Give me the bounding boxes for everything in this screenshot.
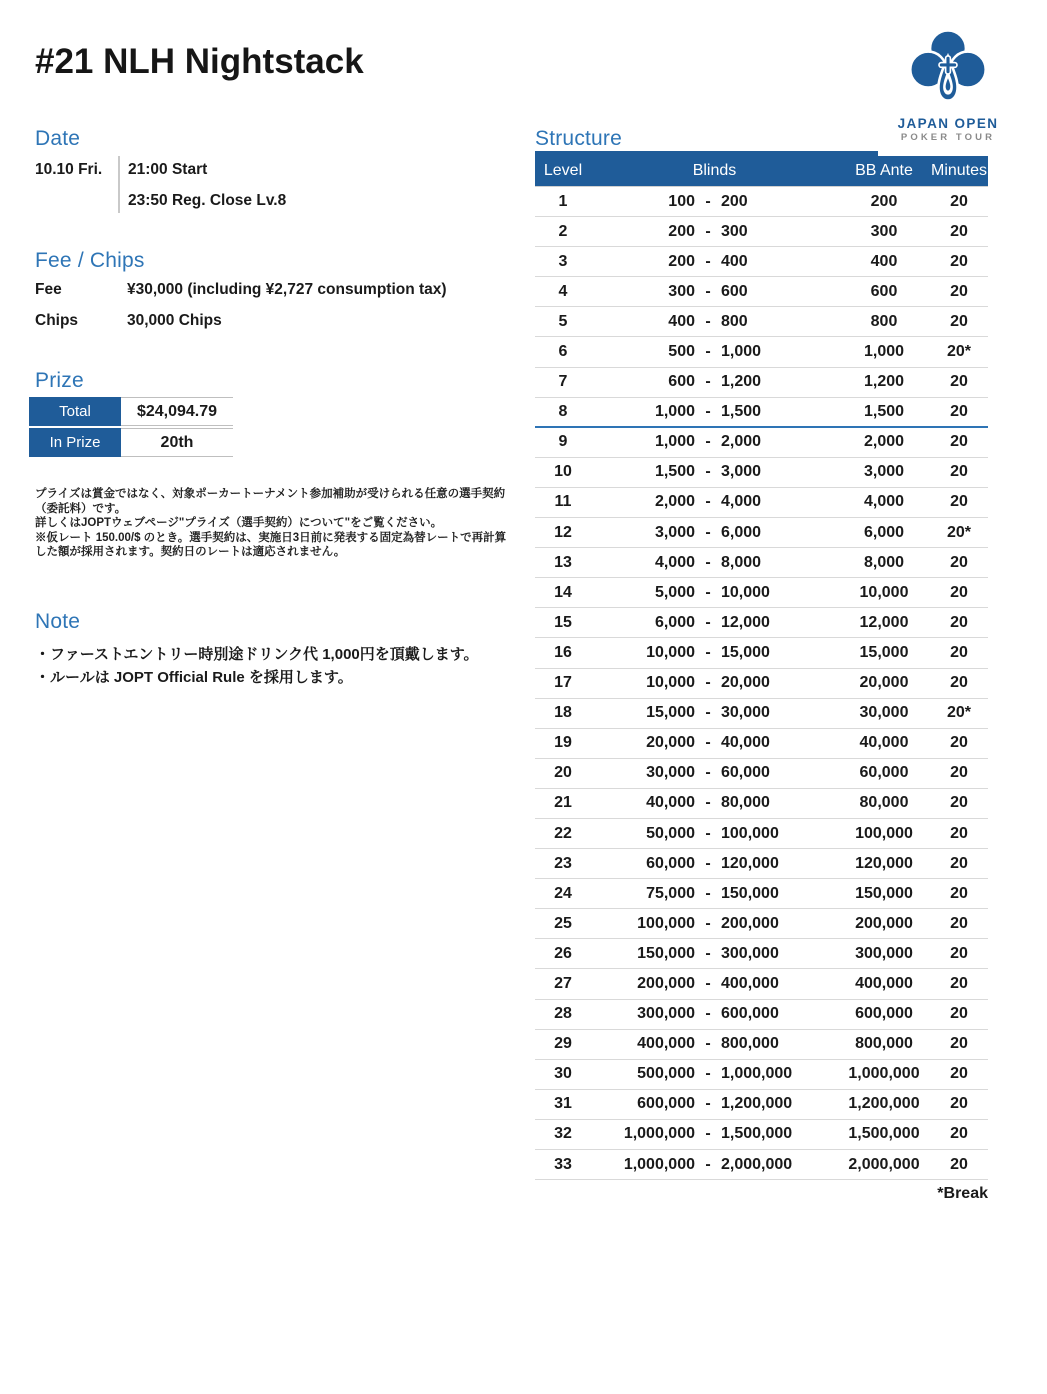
- structure-heading: Structure: [535, 127, 622, 150]
- blinds-dash: -: [705, 704, 711, 722]
- bb-ante-cell: 150,000: [855, 884, 913, 902]
- level-cell: 26: [554, 944, 572, 962]
- note-line: ・ファーストエントリー時別途ドリンク代 1,000円を頂戴します。: [35, 646, 479, 663]
- small-blind-cell: 20,000: [646, 734, 695, 752]
- level-cell: 16: [554, 643, 572, 661]
- structure-level-row: [535, 368, 988, 398]
- date-schedule-list: [128, 161, 286, 223]
- bb-ante-cell: 80,000: [859, 794, 909, 812]
- structure-level-row: [535, 669, 988, 699]
- logo-text-japan-open: JAPAN OPEN: [897, 116, 999, 131]
- note-heading: Note: [35, 610, 81, 633]
- level-cell: 10: [554, 463, 572, 481]
- small-blind-cell: 10,000: [646, 643, 695, 661]
- level-cell: 11: [554, 493, 572, 511]
- minutes-cell: 20: [950, 1005, 968, 1023]
- big-blind-cell: 200: [721, 192, 748, 210]
- small-blind-cell: 75,000: [646, 884, 695, 902]
- big-blind-cell: 1,000,000: [721, 1065, 793, 1083]
- blinds-dash: -: [705, 373, 711, 391]
- big-blind-cell: 800: [721, 312, 748, 330]
- date-value: 10.10 Fri.: [35, 161, 103, 178]
- level-cell: 4: [558, 282, 568, 300]
- prize-heading: Prize: [35, 369, 84, 392]
- small-blind-cell: 150,000: [637, 944, 695, 962]
- bb-ante-cell: 60,000: [859, 764, 909, 782]
- minutes-cell: 20: [950, 854, 968, 872]
- club-suit-icon: [891, 26, 1005, 114]
- prize-disclaimer-line: 詳しくはJOPTウェブページ"プライズ（選手契約）について"をご覧ください。: [35, 517, 443, 529]
- date-schedule-line: 21:00 Start: [128, 161, 208, 178]
- small-blind-cell: 1,500: [654, 463, 695, 481]
- bb-ante-cell: 600,000: [855, 1005, 913, 1023]
- level-cell: 29: [554, 1035, 572, 1053]
- bb-ante-cell: 2,000,000: [848, 1155, 920, 1173]
- minutes-cell: 20: [950, 1095, 968, 1113]
- big-blind-cell: 100,000: [721, 824, 779, 842]
- small-blind-cell: 3,000: [654, 523, 695, 541]
- small-blind-cell: 60,000: [646, 854, 695, 872]
- level-cell: 24: [554, 884, 572, 902]
- blinds-dash: -: [705, 343, 711, 361]
- minutes-cell: 20: [950, 312, 968, 330]
- blinds-dash: -: [705, 1035, 711, 1053]
- bb-ante-cell: 1,500,000: [848, 1125, 920, 1143]
- blinds-dash: -: [705, 854, 711, 872]
- structure-level-row: [535, 1150, 988, 1180]
- bb-ante-cell: 10,000: [859, 583, 909, 601]
- level-cell: 2: [558, 222, 568, 240]
- blinds-dash: -: [705, 824, 711, 842]
- col-header-minutes: Minutes: [930, 162, 988, 179]
- minutes-cell: 20*: [946, 343, 972, 361]
- small-blind-cell: 50,000: [646, 824, 695, 842]
- small-blind-cell: 40,000: [646, 794, 695, 812]
- big-blind-cell: 600,000: [721, 1005, 779, 1023]
- level-cell: 25: [554, 914, 572, 932]
- structure-level-row: [535, 247, 988, 277]
- structure-level-row: [535, 608, 988, 638]
- fee-chips-heading: Fee / Chips: [35, 249, 145, 272]
- bb-ante-cell: 800: [870, 312, 898, 330]
- small-blind-cell: 1,000: [654, 433, 695, 451]
- big-blind-cell: 120,000: [721, 854, 779, 872]
- minutes-cell: 20: [950, 1155, 968, 1173]
- minutes-cell: 20: [950, 282, 968, 300]
- structure-table-body: [535, 187, 988, 1180]
- big-blind-cell: 15,000: [721, 643, 770, 661]
- structure-level-row: [535, 729, 988, 759]
- bb-ante-cell: 200: [870, 192, 898, 210]
- small-blind-cell: 300,000: [637, 1005, 695, 1023]
- minutes-cell: 20: [950, 373, 968, 391]
- big-blind-cell: 80,000: [721, 794, 770, 812]
- bb-ante-cell: 3,000: [863, 463, 905, 481]
- prize-row: [29, 397, 233, 426]
- minutes-cell: 20: [950, 974, 968, 992]
- blinds-dash: -: [705, 884, 711, 902]
- minutes-cell: 20: [950, 884, 968, 902]
- bb-ante-cell: 1,200: [863, 373, 905, 391]
- big-blind-cell: 3,000: [721, 463, 762, 481]
- prize-row-value: $24,094.79: [121, 397, 233, 426]
- structure-level-row: [535, 1090, 988, 1120]
- blinds-dash: -: [705, 643, 711, 661]
- bb-ante-cell: 1,200,000: [848, 1095, 920, 1113]
- minutes-cell: 20: [950, 402, 968, 420]
- blinds-dash: -: [705, 463, 711, 481]
- bb-ante-cell: 8,000: [863, 553, 905, 571]
- level-cell: 21: [554, 794, 572, 812]
- small-blind-cell: 1,000: [654, 402, 695, 420]
- blinds-dash: -: [705, 1125, 711, 1143]
- blinds-dash: -: [705, 1065, 711, 1083]
- fee-chips-label: Fee: [35, 281, 62, 298]
- small-blind-cell: 200: [668, 252, 695, 270]
- fee-chips-row: [35, 281, 447, 299]
- small-blind-cell: 1,000,000: [623, 1125, 695, 1143]
- minutes-cell: 20: [950, 493, 968, 511]
- minutes-cell: 20: [950, 433, 968, 451]
- minutes-cell: 20*: [946, 704, 972, 722]
- structure-level-row: [535, 277, 988, 307]
- small-blind-cell: 200: [668, 222, 695, 240]
- bb-ante-cell: 120,000: [855, 854, 913, 872]
- col-header-level: Level: [543, 162, 583, 179]
- fee-chips-list: [35, 281, 447, 343]
- prize-row-label: Total: [29, 397, 121, 426]
- bb-ante-cell: 1,500: [863, 402, 905, 420]
- level-cell: 3: [558, 252, 568, 270]
- big-blind-cell: 6,000: [721, 523, 762, 541]
- level-cell: 8: [558, 402, 568, 420]
- structure-level-row: [535, 969, 988, 999]
- minutes-cell: 20: [950, 222, 968, 240]
- level-cell: 27: [554, 974, 572, 992]
- blinds-dash: -: [705, 402, 711, 420]
- big-blind-cell: 300: [721, 222, 748, 240]
- small-blind-cell: 500: [668, 343, 695, 361]
- bb-ante-cell: 300: [870, 222, 898, 240]
- minutes-cell: 20: [950, 252, 968, 270]
- jopt-logo: [891, 26, 1005, 143]
- big-blind-cell: 600: [721, 282, 748, 300]
- structure-level-row: [535, 1000, 988, 1030]
- structure-level-row: [535, 578, 988, 608]
- level-cell: 7: [558, 373, 568, 391]
- structure-level-row: [535, 398, 988, 428]
- big-blind-cell: 800,000: [721, 1035, 779, 1053]
- structure-level-row: [535, 187, 988, 217]
- bb-ante-cell: 12,000: [859, 613, 909, 631]
- blinds-dash: -: [705, 553, 711, 571]
- bb-ante-cell: 20,000: [859, 674, 909, 692]
- fee-chips-row: [35, 312, 447, 330]
- minutes-cell: 20: [950, 764, 968, 782]
- break-footnote: *Break: [937, 1185, 988, 1202]
- bb-ante-cell: 6,000: [863, 523, 905, 541]
- minutes-cell: 20*: [946, 523, 972, 541]
- big-blind-cell: 4,000: [721, 493, 762, 511]
- big-blind-cell: 40,000: [721, 734, 770, 752]
- date-schedule-line: 23:50 Reg. Close Lv.8: [128, 192, 287, 209]
- level-cell: 13: [554, 553, 572, 571]
- structure-level-row: [535, 638, 988, 668]
- big-blind-cell: 200,000: [721, 914, 779, 932]
- bb-ante-cell: 800,000: [855, 1035, 913, 1053]
- structure-level-row: [535, 879, 988, 909]
- structure-level-row: [535, 759, 988, 789]
- level-cell: 18: [554, 704, 572, 722]
- big-blind-cell: 2,000,000: [721, 1155, 793, 1173]
- big-blind-cell: 1,200,000: [721, 1095, 793, 1113]
- logo-text-poker-tour: POKER TOUR: [900, 132, 996, 143]
- minutes-cell: 20: [950, 463, 968, 481]
- bb-ante-cell: 30,000: [859, 704, 909, 722]
- minutes-cell: 20: [950, 1035, 968, 1053]
- small-blind-cell: 600: [668, 373, 695, 391]
- structure-level-row: [535, 548, 988, 578]
- small-blind-cell: 300: [668, 282, 695, 300]
- structure-level-row: [535, 1030, 988, 1060]
- big-blind-cell: 1,500: [721, 402, 762, 420]
- prize-disclaimer-line: ※仮レート 150.00/$ のとき。選手契約は、実施日3日前に発表する固定為替レートで再計算した額が採用されます。契約日のレートは適応されません。: [35, 531, 507, 558]
- big-blind-cell: 150,000: [721, 884, 779, 902]
- fee-chips-value: ¥30,000 (including ¥2,727 consumption tax): [127, 281, 447, 298]
- big-blind-cell: 12,000: [721, 613, 770, 631]
- prize-disclaimer-line: プライズは賞金ではなく、対象ポーカートーナメント参加補助が受けられる任意の選手契約（委託料）です。: [35, 488, 506, 515]
- minutes-cell: 20: [950, 192, 968, 210]
- blinds-dash: -: [705, 944, 711, 962]
- blinds-dash: -: [705, 674, 711, 692]
- note-list: [35, 643, 479, 689]
- small-blind-cell: 400: [668, 312, 695, 330]
- level-cell: 12: [554, 523, 572, 541]
- structure-level-row: [535, 1060, 988, 1090]
- structure-level-row: [535, 428, 988, 458]
- minutes-cell: 20: [950, 553, 968, 571]
- big-blind-cell: 30,000: [721, 704, 770, 722]
- level-cell: 23: [554, 854, 572, 872]
- structure-level-row: [535, 699, 988, 729]
- blinds-dash: -: [705, 764, 711, 782]
- fee-chips-label: Chips: [35, 312, 79, 329]
- minutes-cell: 20: [950, 914, 968, 932]
- level-cell: 31: [554, 1095, 572, 1113]
- structure-level-row: [535, 939, 988, 969]
- structure-level-row: [535, 217, 988, 247]
- blinds-dash: -: [705, 433, 711, 451]
- structure-table: [535, 156, 988, 1180]
- level-cell: 6: [558, 343, 568, 361]
- blinds-dash: -: [705, 312, 711, 330]
- blinds-dash: -: [705, 914, 711, 932]
- level-cell: 19: [554, 734, 572, 752]
- big-blind-cell: 400: [721, 252, 748, 270]
- level-cell: 5: [558, 312, 568, 330]
- big-blind-cell: 10,000: [721, 583, 770, 601]
- note-line: ・ルールは JOPT Official Rule を採用します。: [35, 669, 353, 686]
- big-blind-cell: 400,000: [721, 974, 779, 992]
- structure-level-row: [535, 458, 988, 488]
- big-blind-cell: 300,000: [721, 944, 779, 962]
- minutes-cell: 20: [950, 1065, 968, 1083]
- minutes-cell: 20: [950, 583, 968, 601]
- prize-table: [29, 397, 233, 459]
- bb-ante-cell: 200,000: [855, 914, 913, 932]
- big-blind-cell: 1,500,000: [721, 1125, 793, 1143]
- minutes-cell: 20: [950, 794, 968, 812]
- minutes-cell: 20: [950, 674, 968, 692]
- bb-ante-cell: 400: [870, 252, 898, 270]
- small-blind-cell: 100: [668, 192, 695, 210]
- prize-disclaimer: [35, 487, 507, 560]
- level-cell: 9: [558, 433, 568, 451]
- minutes-cell: 20: [950, 643, 968, 661]
- blinds-dash: -: [705, 734, 711, 752]
- page-title: #21 NLH Nightstack: [35, 42, 364, 81]
- structure-level-row: [535, 1120, 988, 1150]
- blinds-dash: -: [705, 523, 711, 541]
- level-cell: 33: [554, 1155, 572, 1173]
- structure-level-row: [535, 307, 988, 337]
- small-blind-cell: 4,000: [654, 553, 695, 571]
- prize-row-label: In Prize: [29, 428, 121, 457]
- small-blind-cell: 30,000: [646, 764, 695, 782]
- small-blind-cell: 400,000: [637, 1035, 695, 1053]
- big-blind-cell: 2,000: [721, 433, 762, 451]
- level-cell: 32: [554, 1125, 572, 1143]
- small-blind-cell: 2,000: [654, 493, 695, 511]
- date-divider: [118, 156, 120, 213]
- minutes-cell: 20: [950, 613, 968, 631]
- blinds-dash: -: [705, 794, 711, 812]
- structure-level-row: [535, 789, 988, 819]
- structure-level-row: [535, 909, 988, 939]
- bb-ante-cell: 100,000: [855, 824, 913, 842]
- big-blind-cell: 1,200: [721, 373, 762, 391]
- blinds-dash: -: [705, 1005, 711, 1023]
- bb-ante-cell: 1,000,000: [848, 1065, 920, 1083]
- blinds-dash: -: [705, 222, 711, 240]
- col-header-blinds: Blinds: [692, 162, 737, 179]
- structure-table-header: [535, 156, 988, 187]
- bb-ante-cell: 400,000: [855, 974, 913, 992]
- blinds-dash: -: [705, 252, 711, 270]
- structure-level-row: [535, 488, 988, 518]
- level-cell: 28: [554, 1005, 572, 1023]
- blinds-dash: -: [705, 1095, 711, 1113]
- minutes-cell: 20: [950, 734, 968, 752]
- big-blind-cell: 60,000: [721, 764, 770, 782]
- prize-row: [29, 428, 233, 457]
- bb-ante-cell: 1,000: [863, 343, 905, 361]
- bb-ante-cell: 600: [870, 282, 898, 300]
- bb-ante-cell: 2,000: [863, 433, 905, 451]
- big-blind-cell: 8,000: [721, 553, 762, 571]
- small-blind-cell: 5,000: [654, 583, 695, 601]
- fee-chips-value: 30,000 Chips: [127, 312, 222, 329]
- small-blind-cell: 10,000: [646, 674, 695, 692]
- bb-ante-cell: 300,000: [855, 944, 913, 962]
- bb-ante-cell: 4,000: [863, 493, 905, 511]
- structure-level-row: [535, 849, 988, 879]
- minutes-cell: 20: [950, 824, 968, 842]
- structure-level-row: [535, 518, 988, 548]
- blinds-dash: -: [705, 493, 711, 511]
- small-blind-cell: 6,000: [654, 613, 695, 631]
- minutes-cell: 20: [950, 944, 968, 962]
- prize-row-value: 20th: [121, 428, 233, 457]
- level-cell: 15: [554, 613, 572, 631]
- bb-ante-cell: 40,000: [859, 734, 909, 752]
- small-blind-cell: 500,000: [637, 1065, 695, 1083]
- blinds-dash: -: [705, 583, 711, 601]
- level-cell: 30: [554, 1065, 572, 1083]
- blinds-dash: -: [705, 613, 711, 631]
- small-blind-cell: 600,000: [637, 1095, 695, 1113]
- big-blind-cell: 20,000: [721, 674, 770, 692]
- big-blind-cell: 1,000: [721, 343, 762, 361]
- bb-ante-cell: 15,000: [859, 643, 909, 661]
- small-blind-cell: 100,000: [637, 914, 695, 932]
- blinds-dash: -: [705, 282, 711, 300]
- level-cell: 17: [554, 674, 572, 692]
- date-heading: Date: [35, 127, 81, 150]
- structure-level-row: [535, 819, 988, 849]
- level-cell: 14: [554, 583, 572, 601]
- small-blind-cell: 15,000: [646, 704, 695, 722]
- small-blind-cell: 200,000: [637, 974, 695, 992]
- level-cell: 22: [554, 824, 572, 842]
- blinds-dash: -: [705, 1155, 711, 1173]
- level-cell: 20: [554, 764, 572, 782]
- level-cell: 1: [558, 192, 568, 210]
- small-blind-cell: 1,000,000: [623, 1155, 695, 1173]
- structure-level-row: [535, 337, 988, 367]
- col-header-bb-ante: BB Ante: [855, 162, 913, 179]
- blinds-dash: -: [705, 192, 711, 210]
- minutes-cell: 20: [950, 1125, 968, 1143]
- blinds-dash: -: [705, 974, 711, 992]
